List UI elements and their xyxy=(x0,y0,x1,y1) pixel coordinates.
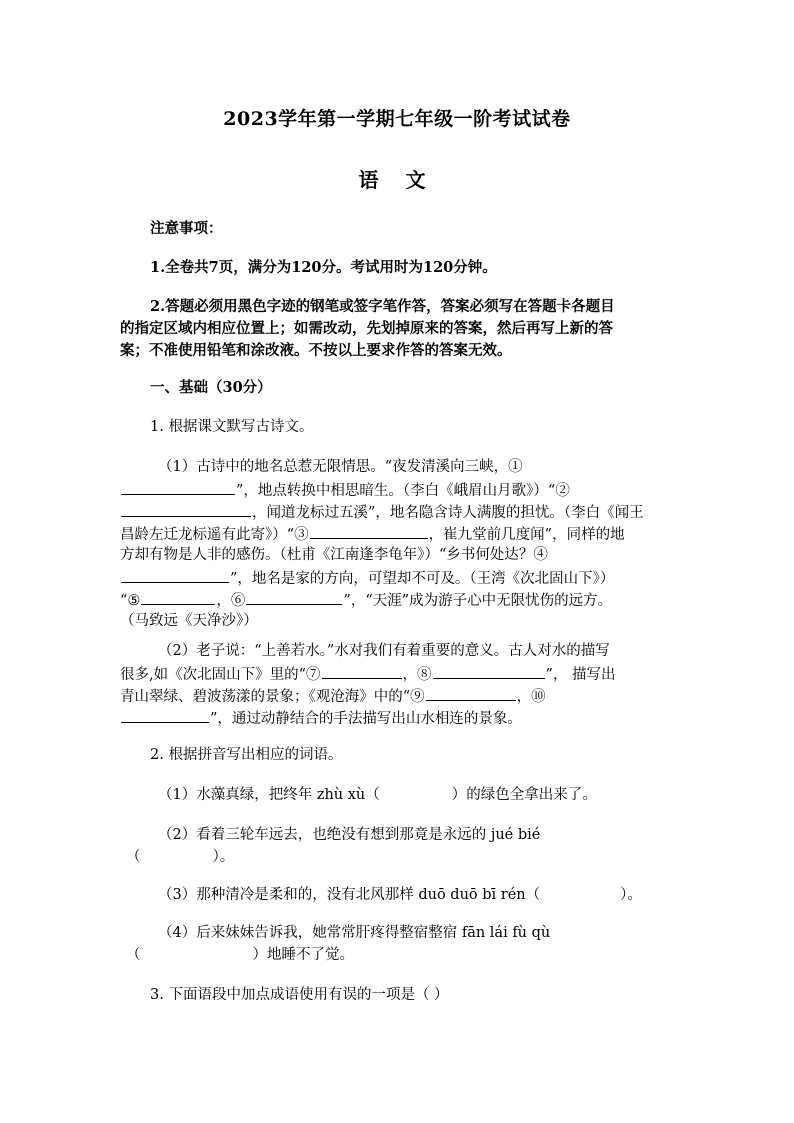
text: ”，地点转换中相思暗生。（李白《峨眉山月歌》）“② xyxy=(236,483,570,499)
notice-item-2-line-1: 2.答题必须用黑色字迹的钢笔或签字笔作答，答案必须写在答题卡各题目 xyxy=(150,298,615,315)
question-2-stem: 2. 根据拼音写出相应的词语。 xyxy=(150,747,343,763)
text: ”，通过动静结合的手法描写出山水相连的景象。 xyxy=(210,711,522,727)
text: ，⑧ xyxy=(402,667,432,683)
q2-item-4-line-1: （4）后来妹妹告诉我，她常常肝疼得整宿整宿 fān lái fù qù xyxy=(158,925,551,941)
answer-blank-8[interactable] xyxy=(433,662,545,679)
q1-p2-line-4 xyxy=(120,706,522,730)
answer-blank-1[interactable] xyxy=(121,478,235,495)
q1-p1-line-7 xyxy=(120,588,612,612)
text: ”， 描写出 xyxy=(545,667,616,683)
text: ”，“天涯”成为游子心中无限忧伤的远方。 xyxy=(343,593,613,609)
answer-blank-5[interactable] xyxy=(141,588,215,605)
q1-p2-line-3 xyxy=(120,684,546,708)
q2-item-1 xyxy=(158,784,597,806)
notice-item-2-line-2: 的指定区域内相应位置上；如需改动，先划掉原来的答案，然后再写上新的答 xyxy=(120,320,613,337)
text: ）的绿色全拿出来了。 xyxy=(451,787,597,803)
text: 青山翠绿、碧波荡漾的景象；《观沧海》中的“⑨ xyxy=(120,689,425,705)
q1-p1-line-4 xyxy=(120,522,625,546)
answer-blank-3[interactable] xyxy=(310,522,428,539)
text: ，⑩ xyxy=(516,689,546,705)
subject-title: 语 文 xyxy=(358,168,436,192)
q2-item-2-line-1: （2）看着三轮车远去，也绝没有想到那竟是永远的 jué bié xyxy=(158,827,541,843)
q1-p2-line-2 xyxy=(120,662,616,686)
text: ”，地名是家的方向，可望却不可及。（王湾《次北固山下》） xyxy=(230,571,615,587)
q1-p1-line-6 xyxy=(120,566,614,590)
answer-blank-7[interactable] xyxy=(322,662,402,679)
text: ，⑥ xyxy=(216,593,246,609)
text: （3）那种清冷是柔和的，没有北风那样 duō duō bī rén（ xyxy=(158,887,541,903)
answer-blank-9[interactable] xyxy=(426,684,516,701)
text: “⑤ xyxy=(120,593,141,609)
q1-p2-line-1: （2）老子说：“上善若水。”水对我们有着重要的意义。古人对水的描写 xyxy=(158,643,610,659)
text: ）。 xyxy=(212,849,235,865)
text: 很多,如《次北固山下》里的“⑦ xyxy=(120,667,321,683)
q2-item-2-line-2 xyxy=(126,846,234,868)
text: （1）水藻真绿，把终年 zhù xù（ xyxy=(158,787,380,803)
q2-item-4-line-2 xyxy=(126,944,354,966)
question-3-stem: 3. 下面语段中加点成语使用有误的一项是（ ） xyxy=(150,987,449,1003)
section-heading: 一、基础（30分） xyxy=(150,379,272,396)
notice-item-2-line-3: 案；不准使用铅笔和涂改液。不按以上要求作答的答案无效。 xyxy=(120,342,512,359)
exam-title: 2023学年第一学期七年级一阶考试试卷 xyxy=(223,108,571,130)
text: ，崔九堂前几度闻”，同样的地 xyxy=(428,527,625,543)
answer-blank-4[interactable] xyxy=(121,566,229,583)
text: （1）古诗中的地名总惹无限情思。“夜发清溪向三峡，① xyxy=(158,459,523,475)
text: ）。 xyxy=(620,887,642,903)
answer-blank-6[interactable] xyxy=(246,588,342,605)
text: ，闻道龙标过五溪”，地名隐含诗人满腹的担忧。（李白《闻王 xyxy=(252,505,644,521)
q1-p1-line-2 xyxy=(120,478,570,502)
text: 昌龄左迁龙标遥有此寄》）“③ xyxy=(120,527,309,543)
notice-heading: 注意事项： xyxy=(150,220,223,237)
q1-p1-line-5: 方却有物是人非的感伤。（杜甫《江南逢李龟年》）“乡书何处达？④ xyxy=(120,547,548,563)
notice-item-1: 1.全卷共7页，满分为120分。考试用时为120分钟。 xyxy=(150,259,497,276)
answer-blank-10[interactable] xyxy=(121,706,209,723)
answer-blank-2[interactable] xyxy=(121,500,251,517)
q1-p1-line-3 xyxy=(120,500,644,524)
text: （ xyxy=(126,947,141,963)
q2-item-3 xyxy=(158,884,642,906)
q1-p1-line-8: （马致远《天净沙》） xyxy=(120,613,258,629)
question-1-stem: 1. 根据课文默写古诗文。 xyxy=(150,419,314,435)
text: （ xyxy=(126,849,141,865)
q1-p1-line-1 xyxy=(158,456,523,478)
text: ）地睡不了觉。 xyxy=(252,947,354,963)
